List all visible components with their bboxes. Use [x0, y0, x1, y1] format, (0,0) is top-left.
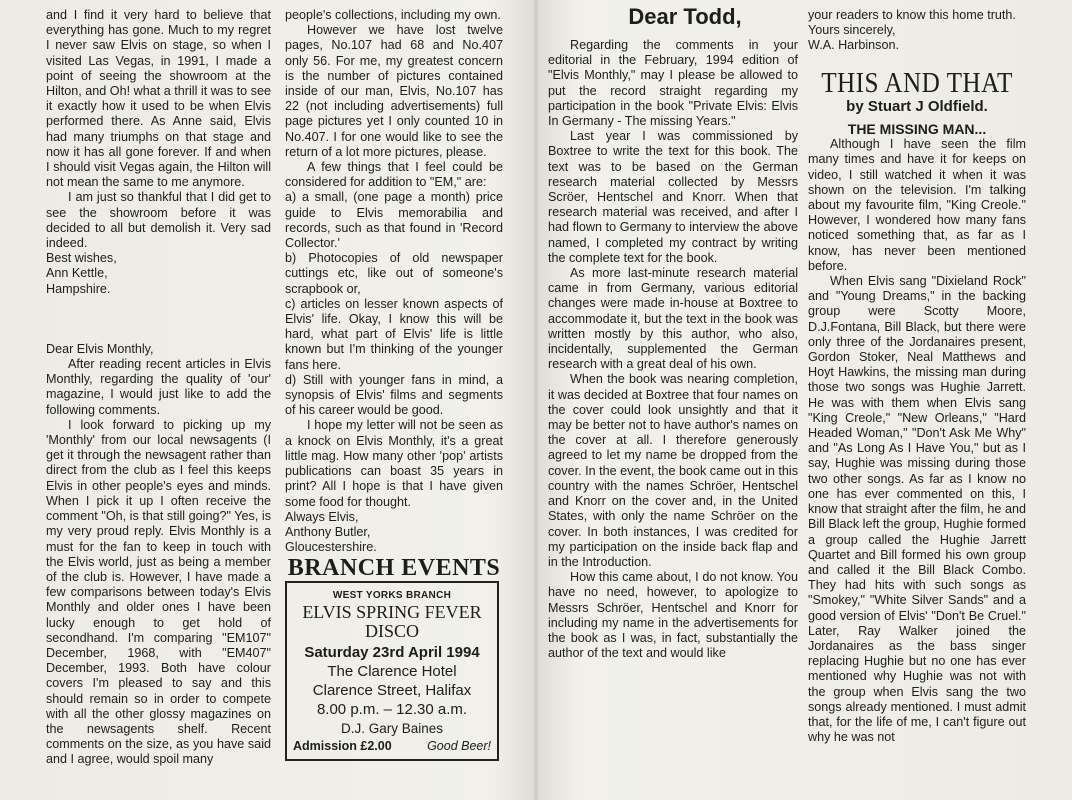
article-subtitle: THE MISSING MAN... — [847, 121, 987, 138]
paragraph: your readers to know this home truth. — [808, 8, 1016, 22]
paragraph: Regarding the comments in your editorial in the February, 1994 edition of "Elvis Monthly," may I please be allowed to put the record straight regarding my participation in the book "Private Elvis: Elvis In Germany - The missing Years." — [548, 38, 798, 129]
article-title: THIS AND THAT — [821, 67, 1013, 99]
signoff-place: Gloucestershire. — [285, 540, 377, 555]
signoff-name: W.A. Harbinson. — [808, 38, 899, 53]
paragraph: people's collections, including my own. — [285, 8, 501, 22]
signoff-name: Ann Kettle, — [46, 266, 108, 281]
paragraph: A few things that I feel could be considered for addition to "EM," are: — [285, 160, 503, 190]
article-column-4 — [808, 8, 1026, 745]
branch-events-heading: BRANCH EVENTS — [287, 555, 501, 582]
list-item: c) articles on lesser known aspects of Elvis' life. Okay, I know this will be hard, what part of Elvis' life is little known but I'm thinking of the younger fans here. — [285, 296, 503, 372]
event-title: ELVIS SPRING FEVER DISCO — [302, 601, 482, 641]
signoff-place: Hampshire. — [46, 281, 111, 296]
letter-heading: Dear Todd, — [628, 4, 742, 29]
letter-column-2 — [285, 8, 503, 761]
paragraph: I look forward to picking up my 'Monthly' from our local newsagents (I get it through the newsagent rather than direct from the club as I feel this keeps Elvis in other people's eyes and minds. When I pick it up I often receive the comment "Oh, is that still going?" Yes, is my very proud reply. Elvis Monthly is a must for the fan to keep in touch with the Elvis world, just as being a member of the club is. However, I have made a few comparisons between today's Elvis Monthly and older ones I have been lucky enough to get hold of secondhand. I'm comparing "EM107" December, 1968, with "EM407" December, 1993. Both have colour covers I'm pleased to say and this should remain so in order to compete with all the other glossy magazines on the newsagents shelf. Recent comments on the size, as you have said and I agree, would spoil many — [46, 417, 271, 767]
paragraph: When Elvis sang "Dixieland Rock" and "Young Dreams," in the backing group were Scotty Moore, D.J.Fontana, Bill Black, but there were only three of the Jordanaires present, Gordon Stoker, Neal Matthews and Hoyt Hawkins, the missing man during those two songs was Hughie Jarrett. He was with them when Elvis sang "King Creole," "New Orleans," "Hard Headed Woman," "Don't Ask Me Why" and "As Long As I Have You," but as I say, Hughie was missing during those two other songs. As far as I know no one has ever commented on this, I know that straight after the film, he and Bill Black left the group, Hughie formed a group called the Hughie Jarrett Quartet and Bill formed his own group and called it the Bill Black Combo. They had hits with such songs as "Smokey," "White Silver Sands" and a good version of Elvis' "Don't Be Cruel." Later, Ray Walker joined the Jordanaires as the bass singer replacing Hughie but no one has ever mentioned why Hughie was not with the group when Elvis sang the two songs already mentioned. I must admit that, for the life of me, I can't figure out why he was not — [808, 274, 1026, 745]
paragraph: After reading recent articles in Elvis Monthly, regarding the quality of 'our' magazine, I would just like to add the following comments. — [46, 357, 271, 417]
paragraph: When the book was nearing completion, it was decided at Boxtree that four names on the cover could look unsightly and that it may be better not to have author's names on the cover at all. I therefore generously agreed to let my name be dropped from the cover. In the event, the book came out in this country with the names Schröer, Hentschel and Knorr on the cover and, in the United States, with only the name Schröer on the cover. In both instances, I was credited for my participation on the inside back flap and in the Introduction. — [548, 372, 798, 569]
paragraph: I hope my letter will not be seen as a knock on Elvis Monthly, it's a great little mag. How many other 'pop' artists publications can boast 35 years in print? All I hope is that I have given some food for thought. — [285, 418, 503, 509]
event-dj: D.J. Gary Baines — [340, 720, 444, 736]
signoff: Best wishes, — [46, 251, 117, 266]
signoff-name: Anthony Butler, — [285, 524, 371, 539]
paragraph: How this came about, I do not know. You have no need, however, to apologize to Messrs Schröer, Hentschel and Knorr for including my name in the advertisements for the book as I was, in fact, substantially the author of the text and would like — [548, 570, 798, 661]
event-time: 8.00 p.m. – 12.30 a.m. — [316, 700, 468, 718]
event-address: Clarence Street, Halifax — [312, 681, 472, 699]
signoff: Always Elvis, — [285, 509, 359, 524]
list-item: d) Still with younger fans in mind, a synopsis of Elvis' films and segments of his career would be good. — [285, 372, 503, 418]
letter-column-1 — [46, 8, 271, 768]
branch-name: WEST YORKS BRANCH — [332, 589, 452, 601]
event-admission: Admission £2.00 — [293, 739, 392, 754]
event-advert-box — [285, 581, 499, 762]
event-date: Saturday 23rd April 1994 — [304, 643, 480, 661]
paragraph: However we have lost twelve pages, No.107 had 68 and No.407 only 56. For me, my greatest concern is the number of pictures contained inside of our man, Elvis, No.107 has 22 (not including advertisements) full page pictures yet I only counted 10 in No.407. I for one would like to see the return of a lot more pictures, please. — [285, 23, 503, 159]
page-gutter — [534, 0, 538, 800]
paragraph: and I find it very hard to believe that everything has gone. Much to my regret I never saw Elvis on stage, so when I visited Las Vegas, in 1991, I made a point of seeing the showroom at the Hilton, and Oh! what a thrill it was to see it exactly how it used to be when Elvis performed there. As Anne said, Elvis had many triumphs on that stage and now it has all gone forever. If and when I should visit Vegas again, the Hilton will not mean the same to me anymore. — [46, 8, 271, 190]
paragraph: Last year I was commissioned by Boxtree to write the text for this book. The text was to be based on the German research material collected by Messrs Scröer, Hentschel and Knorr. When that research material was received, and after I had flown to Germany to interview the above named, I completed my contract by writing the complete text for the book. — [548, 129, 798, 265]
paragraph: I am just so thankful that I did get to see the showroom before it was decided to all but demolish it. Very sad indeed. — [46, 190, 271, 251]
list-item: b) Photocopies of old newspaper cuttings etc, like out of someone's scrapbook or, — [285, 251, 503, 296]
article-byline: by Stuart J Oldfield. — [846, 97, 988, 115]
list-item: a) a small, (one page a month) price guide to Elvis memorabilia and records, such as that found in 'Record Collector.' — [285, 190, 503, 251]
paragraph: Although I have seen the film many times and have it for keeps on video, I still watched it when it was shown on the television. I'm talking about my favourite film, "King Creole." However, I wondered how many fans noticed something that, as far as I know, has never been mentioned before. — [808, 137, 1026, 273]
letter-greeting: Dear Elvis Monthly, — [46, 341, 154, 356]
letter-column-3 — [548, 38, 798, 661]
event-venue: The Clarence Hotel — [327, 662, 457, 680]
signoff: Yours sincerely, — [808, 23, 896, 38]
event-tagline: Good Beer! — [427, 739, 491, 754]
paragraph: As more last-minute research material came in from Germany, various editorial changes were made in-house at Boxtree to accommodate it, but the text in the book was written mostly by this author, who also, incidentally, supplemented the German research with a great deal of his own. — [548, 266, 798, 372]
